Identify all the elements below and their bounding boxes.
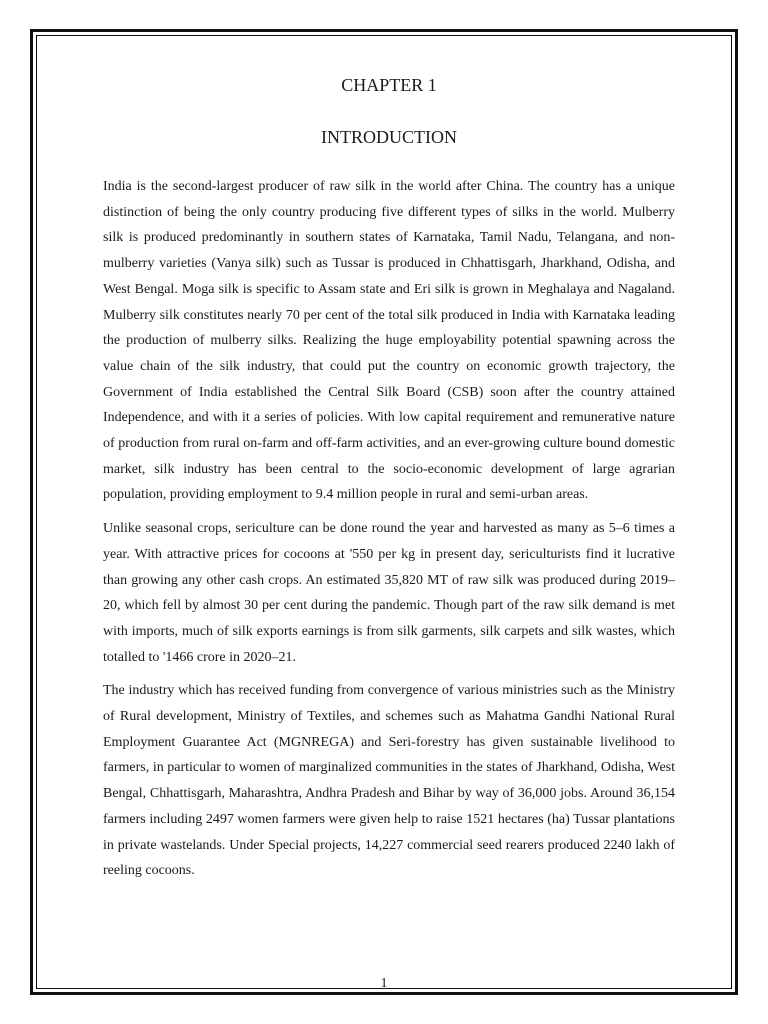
paragraph: India is the second-largest producer of raw silk in the world after China. The country has a unique distinction of being the only country producing five different types of silks in the world. Mulberry silk is produced predominantly in southern states of Karnataka, Tamil Nadu, Telangana, and non-mulberry varieties (Vanya silk) such as Tussar is produced in Chhattisgarh, Jharkhand, Odisha, and West Bengal. Moga silk is specific to Assam state and Eri silk is grown in Meghalaya and Nagaland. Mulberry silk constitutes nearly 70 per cent of the total silk produced in India with Karnataka leading the production of mulberry silks. Realizing the huge employability potential spawning across the value chain of the silk industry, that could put the country on economic growth trajectory, the Government of India established the Central Silk Board (CSB) soon after the country attained Independence, and with it a series of policies. With low capital requirement and remunerative nature of production from rural on-farm and off-farm activities, and an ever-growing culture bound domestic market, silk industry has been central to the socio-economic development of large agrarian population, providing employment to 9.4 million people in rural and semi-urban areas. [103, 179, 675, 503]
page-content [103, 70, 675, 884]
chapter-title: INTRODUCTION [321, 127, 457, 147]
paragraph: Unlike seasonal crops, sericulture can be done round the year and harvested as many as 5–6 times a year. With attractive prices for cocoons at '550 per kg in present day, sericulturists find it lucrative than growing any other cash crops. An estimated 35,820 MT of raw silk was produced during 2019–20, which fell by almost 30 per cent during the pandemic. Though part of the raw silk demand is met with imports, much of silk exports earnings is from silk garments, silk carpets and silk wastes, which totalled to '1466 crore in 2020–21. [103, 521, 675, 665]
page-number: 1 [380, 976, 388, 991]
paragraph: The industry which has received funding from convergence of various ministries such as the Ministry of Rural development, Ministry of Textiles, and schemes such as Mahatma Gandhi National Rural Employment Guarantee Act (MGNREGA) and Seri-forestry has given sustainable livelihood to farmers, in particular to women of marginalized communities in the states of Jharkhand, Odisha, West Bengal, Chhattisgarh, Maharashtra, Andhra Pradesh and Bihar by way of 36,000 jobs. Around 36,154 farmers including 2497 women farmers were given help to raise 1521 hectares (ha) Tussar plantations in private wastelands. Under Special projects, 14,227 commercial seed rearers produced 2240 lakh of reeling cocoons. [103, 683, 675, 879]
chapter-label: CHAPTER 1 [341, 75, 437, 95]
